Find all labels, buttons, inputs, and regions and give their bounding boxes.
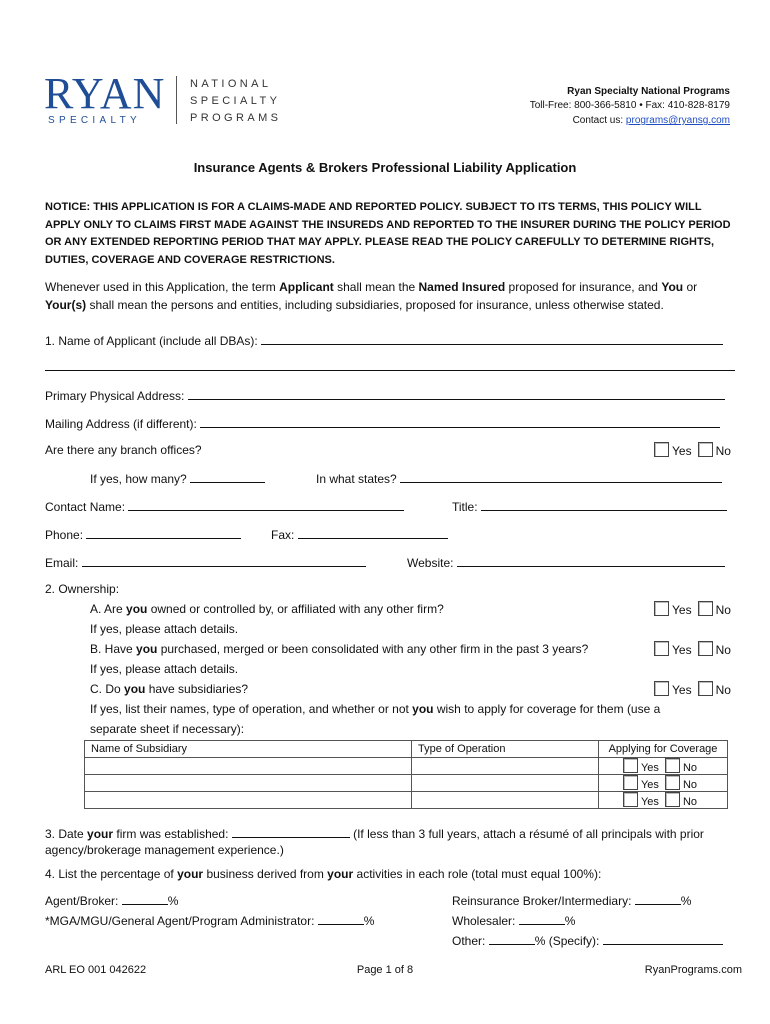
coverage-no-checkbox[interactable]	[665, 792, 680, 807]
mga-field[interactable]	[318, 912, 364, 925]
q2a-no-checkbox[interactable]	[698, 601, 713, 616]
q2-list-instructions: If yes, list their names, type of operation, and whether or not you wish to apply for coverage for them (use a	[90, 702, 661, 716]
q2c-question: C. Do you have subsidiaries?	[90, 682, 249, 696]
email-field[interactable]	[82, 554, 366, 567]
coverage-yes-no-cell: Yes No	[599, 758, 728, 775]
fax-row	[271, 526, 448, 543]
logo-programs: PROGRAMS	[190, 112, 282, 124]
coverage-yes-no-cell: Yes No	[599, 792, 728, 809]
title-field[interactable]	[481, 498, 727, 511]
q2a-yes-checkbox[interactable]	[654, 601, 669, 616]
wholesaler-row: Wholesaler: %	[452, 914, 576, 928]
logo-national-specialty-programs	[190, 76, 300, 127]
header-phone-fax: Toll-Free: 800-366-5810 • Fax: 410-828-8179	[529, 100, 730, 111]
website-row	[407, 554, 725, 571]
q2b-no-checkbox[interactable]	[698, 641, 713, 656]
q4-percentage-heading: 4. List the percentage of your business derived from your activities in each role (total must equal 100%):	[45, 867, 602, 881]
logo-specialty-text: SPECIALTY	[48, 115, 141, 126]
footer-website: RyanPrograms.com	[644, 964, 742, 976]
physical-address-row	[45, 387, 725, 404]
footer-form-code: ARL EO 001 042622	[45, 964, 147, 976]
q2a-question: A. Are you owned or controlled by, or affiliated with any other firm?	[90, 602, 444, 616]
q2c-yes-checkbox[interactable]	[654, 681, 669, 696]
coverage-yes-checkbox[interactable]	[623, 775, 638, 790]
q3-established-row: 3. Date your firm was established: (If less than 3 full years, attach a résumé of all principals with prior	[45, 827, 704, 841]
header-company: Ryan Specialty National Programs	[567, 86, 730, 97]
header-subsidiary-name: Name of Subsidiary	[85, 741, 412, 758]
branch-states-label: In what states?	[316, 472, 401, 486]
branch-count-label: If yes, how many?	[90, 472, 191, 486]
coverage-yes-no-cell: Yes No	[599, 775, 728, 792]
table-row	[85, 775, 728, 792]
website-field[interactable]	[457, 554, 725, 567]
contact-label: Contact us:	[572, 115, 626, 126]
q2b-yes-no: Yes No	[654, 641, 737, 658]
q2b-question: B. Have you purchased, merged or been consolidated with any other firm in the past 3 years?	[90, 642, 589, 656]
mailing-address-row	[45, 415, 720, 432]
q1-applicant-name-row	[45, 332, 723, 349]
logo-divider	[176, 76, 177, 124]
other-pct-field[interactable]	[489, 932, 535, 945]
footer-page-number: Page 1 of 8	[356, 964, 414, 976]
q2b-yes-checkbox[interactable]	[654, 641, 669, 656]
q2-list-instructions-cont: separate sheet if necessary):	[90, 722, 245, 736]
reinsurance-row: Reinsurance Broker/Intermediary: %	[452, 894, 692, 908]
fax-field[interactable]	[298, 526, 448, 539]
header-applying-coverage: Applying for Coverage	[599, 741, 728, 758]
applicant-name-continued-field-row	[45, 358, 735, 375]
branch-no-checkbox[interactable]	[698, 442, 713, 457]
logo-specialty2: SPECIALTY	[190, 95, 281, 107]
other-specify-field[interactable]	[603, 932, 723, 945]
branch-offices-yes-no: Yes No	[654, 442, 737, 459]
email-row	[45, 554, 366, 571]
agent-broker-field[interactable]	[122, 892, 168, 905]
q2a-yes-no: Yes No	[654, 601, 737, 618]
physical-address-label: Primary Physical Address:	[45, 389, 188, 403]
website-label: Website:	[407, 556, 457, 570]
q2c-yes-no: Yes No	[654, 681, 737, 698]
operation-type-cell[interactable]	[412, 792, 599, 809]
header-contact	[573, 115, 730, 126]
q2b-attach-note: If yes, please attach details.	[90, 662, 239, 676]
subsidiary-name-cell[interactable]	[85, 792, 412, 809]
fax-label: Fax:	[271, 528, 298, 542]
agent-broker-label: Agent/Broker:	[45, 894, 122, 908]
title-row	[452, 498, 727, 515]
applicant-name-continued-field[interactable]	[45, 358, 735, 371]
branch-yes-checkbox[interactable]	[654, 442, 669, 457]
branch-states-row	[316, 470, 722, 487]
wholesaler-label: Wholesaler:	[452, 914, 519, 928]
logo-ryan-text: RYAN	[44, 69, 166, 118]
q3-established-note: agency/brokerage management experience.)	[45, 843, 284, 857]
table-header-row	[85, 741, 728, 758]
q1-applicant-name-label: 1. Name of Applicant (include all DBAs):	[45, 334, 262, 348]
contact-name-row	[45, 498, 404, 515]
branch-states-field[interactable]	[400, 470, 722, 483]
coverage-no-checkbox[interactable]	[665, 775, 680, 790]
phone-field[interactable]	[86, 526, 241, 539]
agent-broker-row: Agent/Broker: %	[45, 894, 179, 908]
branch-offices-label: Are there any branch offices?	[45, 443, 202, 457]
applicant-name-field[interactable]	[261, 332, 723, 345]
email-label: Email:	[45, 556, 82, 570]
mailing-address-label: Mailing Address (if different):	[45, 417, 201, 431]
title-label: Title:	[452, 500, 481, 514]
operation-type-cell[interactable]	[412, 775, 599, 792]
mga-label: *MGA/MGU/General Agent/Program Administrator:	[45, 914, 318, 928]
subsidiary-name-cell[interactable]	[85, 758, 412, 775]
physical-address-field[interactable]	[188, 387, 725, 400]
q2c-no-checkbox[interactable]	[698, 681, 713, 696]
operation-type-cell[interactable]	[412, 758, 599, 775]
header-type-operation: Type of Operation	[412, 741, 599, 758]
wholesaler-field[interactable]	[519, 912, 565, 925]
phone-label: Phone:	[45, 528, 87, 542]
mga-row: *MGA/MGU/General Agent/Program Administrator: %	[45, 914, 375, 928]
reinsurance-field[interactable]	[635, 892, 681, 905]
subsidiary-table	[84, 740, 728, 809]
contact-name-label: Contact Name:	[45, 500, 129, 514]
reinsurance-label: Reinsurance Broker/Intermediary:	[452, 894, 635, 908]
other-label: Other:	[452, 934, 489, 948]
notice-text: NOTICE: THIS APPLICATION IS FOR A CLAIMS-MADE AND REPORTED POLICY. SUBJECT TO ITS TERMS, THIS POLICY WILL APPLY ONLY TO CLAIMS FIRST MADE AGAINST THE INSUREDS AND REPORTED TO THE INSURER DURING THE POLICY PERIOD OR ANY EXTENDED REPORTING PERIOD THAT MAY APPLY. PLEASE READ THE POLICY CAREFULLY TO DETERMINE RIGHTS, DUTIES, COVERAGE AND COVERAGE RESTRICTIONS.	[45, 201, 731, 266]
q2a-attach-note: If yes, please attach details.	[90, 622, 239, 636]
phone-row	[45, 526, 241, 543]
form-title: Insurance Agents & Brokers Professional Liability Application	[193, 160, 577, 175]
mailing-address-field[interactable]	[200, 415, 720, 428]
contact-name-field[interactable]	[128, 498, 404, 511]
contact-email-link[interactable]: programs@ryansg.com	[625, 115, 730, 126]
table-row	[85, 792, 728, 809]
q2-ownership-heading: 2. Ownership:	[45, 582, 120, 596]
branch-count-row	[90, 470, 265, 487]
subsidiary-name-cell[interactable]	[85, 775, 412, 792]
logo-national: NATIONAL	[190, 78, 272, 90]
table-row	[85, 758, 728, 775]
established-date-field[interactable]	[232, 825, 350, 838]
other-row: Other: % (Specify):	[452, 932, 723, 949]
intro-paragraph: Whenever used in this Application, the term Applicant shall mean the Named Insured proposed for insurance, and You or Your(s) shall mean the persons and entities, including subsidiaries, proposed for insurance, unless otherwise stated.	[45, 280, 698, 312]
coverage-yes-checkbox[interactable]	[623, 792, 638, 807]
branch-count-field[interactable]	[190, 470, 265, 483]
coverage-no-checkbox[interactable]	[665, 758, 680, 773]
coverage-yes-checkbox[interactable]	[623, 758, 638, 773]
